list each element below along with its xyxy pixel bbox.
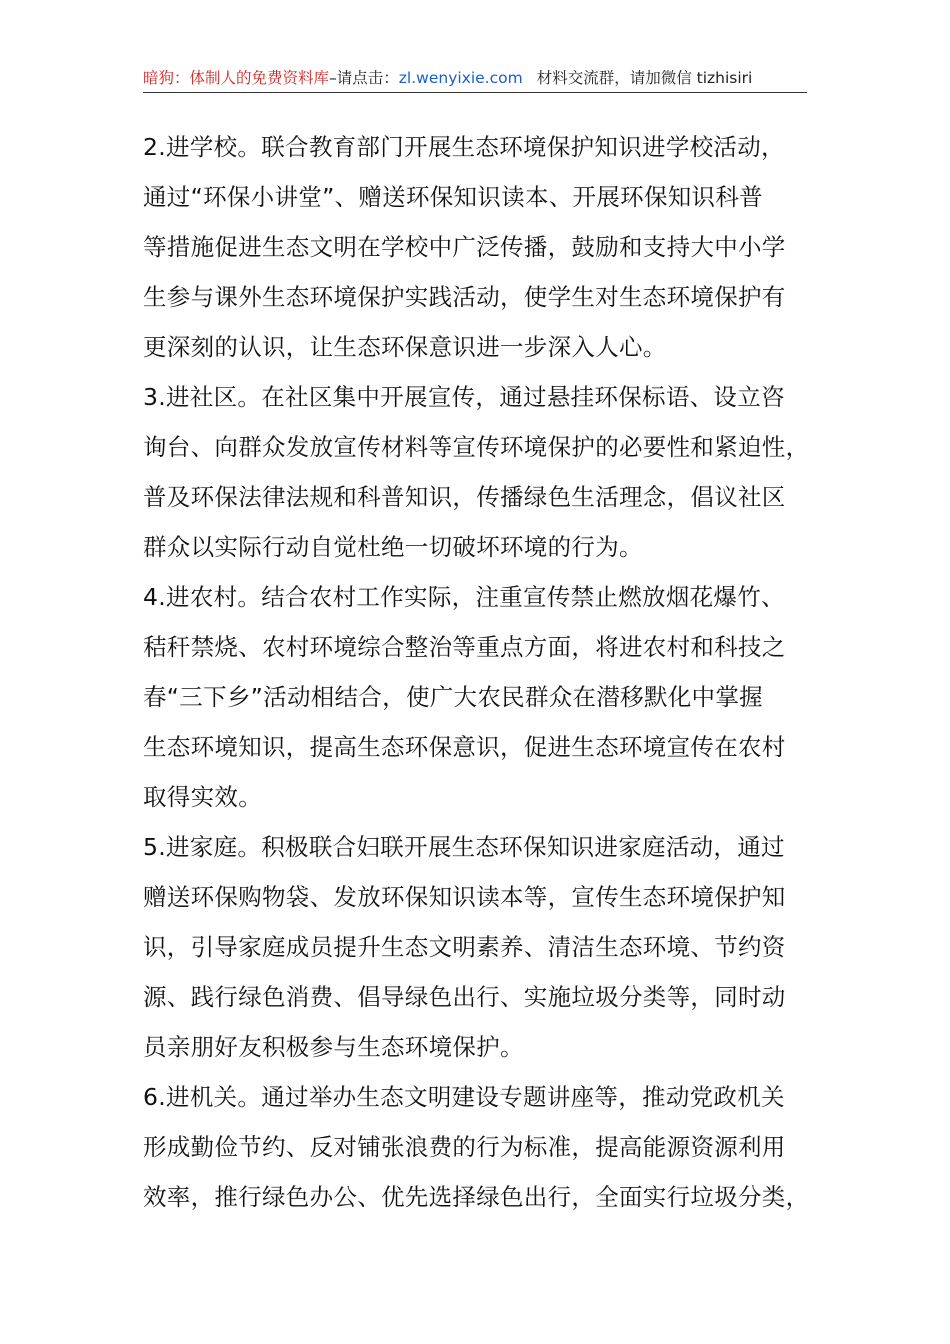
brand-text: 暗狗：体制人的免费资料库 xyxy=(143,69,330,87)
text-line: 4.进农村。结合农村工作实际，注重宣传禁止燃放烟花爆竹、 xyxy=(143,583,785,611)
text-line: 识，引导家庭成员提升生态文明素养、清洁生态环境、节约资 xyxy=(143,933,786,961)
text-line: 3.进社区。在社区集中开展宣传，通过悬挂环保标语、设立咨 xyxy=(143,383,785,411)
text-line: 秸秆禁烧、农村环境综合整治等重点方面，将进农村和科技之 xyxy=(143,633,786,661)
site-link[interactable]: zl.wenyixie.com xyxy=(398,69,523,87)
text-line: 5.进家庭。积极联合妇联开展生态环保知识进家庭活动，通过 xyxy=(143,833,785,861)
text-line: 普及环保法律法规和科普知识，传播绿色生活理念，倡议社区 xyxy=(143,483,786,511)
text-line: 源、践行绿色消费、倡导绿色出行、实施垃圾分类等，同时动 xyxy=(143,983,786,1011)
text-line: 取得实效。 xyxy=(143,783,262,811)
text-line: 形成勤俭节约、反对铺张浪费的行为标准，提高能源资源利用 xyxy=(143,1133,786,1161)
text-line: 群众以实际行动自觉杜绝一切破坏环境的行为。 xyxy=(143,533,643,561)
header-divider xyxy=(143,92,807,93)
text-line: 效率，推行绿色办公、优先选择绿色出行，全面实行垃圾分类， xyxy=(143,1183,810,1211)
text-line: 生参与课外生态环境保护实践活动，使学生对生态环境保护有 xyxy=(143,283,786,311)
text-line: 春“三下乡”活动相结合，使广大农民群众在潜移默化中掌握 xyxy=(143,683,763,711)
page-header xyxy=(143,66,807,90)
wechat-note: 材料交流群，请加微信 tizhisiri xyxy=(536,69,753,87)
text-line: 6.进机关。通过举办生态文明建设专题讲座等，推动党政机关 xyxy=(143,1083,785,1111)
text-line: 赠送环保购物袋、发放环保知识读本等，宣传生态环境保护知 xyxy=(143,883,786,911)
text-line: 生态环境知识，提高生态环保意识，促进生态环境宣传在农村 xyxy=(143,733,786,761)
text-line: 2.进学校。联合教育部门开展生态环境保护知识进学校活动， xyxy=(143,133,785,161)
text-line: 通过“环保小讲堂”、赠送环保知识读本、开展环保知识科普 xyxy=(143,183,763,211)
text-line: 等措施促进生态文明在学校中广泛传播，鼓励和支持大中小学 xyxy=(143,233,786,261)
text-line: 更深刻的认识，让生态环保意识进一步深入人心。 xyxy=(143,333,667,361)
click-prompt: –请点击： xyxy=(329,69,399,87)
document-body xyxy=(143,122,823,1222)
text-line: 询台、向群众发放宣传材料等宣传环境保护的必要性和紧迫性， xyxy=(143,433,810,461)
text-line: 员亲朋好友积极参与生态环境保护。 xyxy=(143,1033,524,1061)
